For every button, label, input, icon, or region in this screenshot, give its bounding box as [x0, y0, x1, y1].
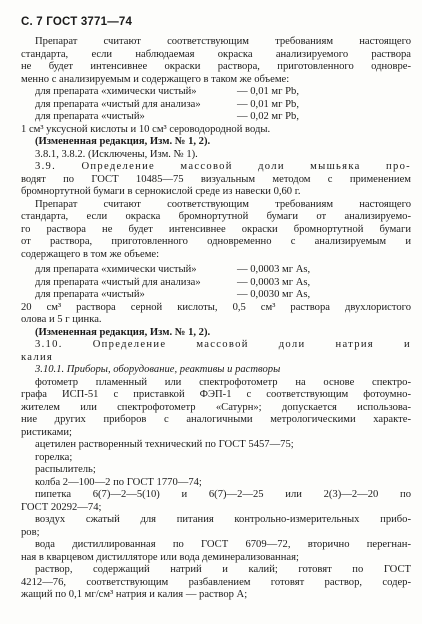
list-item: ацетилен растворенный технический по ГОСТ 5457—75; [35, 439, 294, 450]
section-3-10-heading: калия [21, 351, 54, 363]
list-item-line: ние других приборов с аналогичными метрологическими характе- [21, 414, 411, 425]
list-item-line: 4212—76, соответствующим разбавлением готовят раствор, содер- [21, 576, 411, 588]
list-item-line: фотометр пламенный или спектрофотометр на основе спектро- [35, 376, 411, 388]
list-item-line: ГОСТ 20292—74; [21, 501, 102, 513]
excluded-note: 3.8.1, 3.8.2. (Исключены, Изм. № 1). [35, 148, 198, 160]
pb-norm-row [21, 86, 411, 99]
list-item-line: жащий по 0,1 мг/см³ натрия и калия — раствор А; [21, 589, 248, 600]
list-item: колба 2—100—2 по ГОСТ 1770—74; [35, 476, 202, 488]
page-header: С. 7 ГОСТ 3771—74 [21, 16, 133, 28]
list-item-line: ров; [21, 526, 40, 538]
norm-label: для препарата «химически чистый» [35, 264, 197, 275]
norm-value: — 0,01 мг Pb, [237, 86, 299, 97]
list-item-line: пипетка 6(7)—2—5(10) и 6(7)—2—25 или 2(3)—2—20 по [35, 489, 411, 500]
paragraph-line: не будет интенсивнее окраски раствора, приготовленного одновре- [21, 61, 411, 72]
list-item-line: воздух сжатый для питания контрольно-измерительных прибо- [35, 514, 411, 525]
norm-value: — 0,0003 мг As, [237, 276, 311, 288]
norm-value: — 0,0003 мг As, [237, 264, 311, 275]
list-item-line: графа ИСП-51 с приставкой ФЭП-1 с соответствующим фотоумно- [21, 389, 411, 400]
paragraph-line: стандарта, если наблюдаемая окраска анализируемого раствора [21, 48, 411, 60]
paragraph-line: содержащего в том же объеме: [21, 248, 160, 260]
list-item-line: жителем или спектрофотометр «Сатурн»; допускается использова- [21, 401, 411, 413]
paragraph-line: олова и 5 г цинка. [21, 314, 102, 325]
as-norm-row [21, 277, 411, 290]
norm-label: для препарата «чистый для анализа» [35, 276, 201, 288]
list-item-line: ная в кварцевом дистилляторе или вода деминерализованная; [21, 551, 299, 563]
list-item-line: вода дистиллированная по ГОСТ 6709—72, вторично перегнан- [35, 539, 411, 550]
norm-label: для препарата «химически чистый» [35, 86, 197, 97]
paragraph-line: водят по ГОСТ 10485—75 визуальным методом с применением [21, 173, 411, 185]
paragraph-line: го раствора не будет интенсивнее окраски бромнортутной бумаги [21, 223, 411, 235]
norm-value: — 0,0030 мг As, [237, 289, 311, 300]
subsection-3-10-1-heading: 3.10.1. Приборы, оборудование, реактивы и растворы [35, 364, 281, 375]
norm-value: — 0,02 мг Pb, [237, 111, 299, 122]
section-3-9-heading: 3.9. Определение массовой доли мышьяка про- [35, 161, 411, 172]
norm-value: — 0,01 мг Pb, [237, 98, 299, 110]
as-norm-row [21, 289, 411, 302]
paragraph-line: 20 см³ раствора серной кислоты, 0,5 см³ раствора двухлористого [21, 301, 411, 313]
amendment-note: (Измененная редакция, Изм. № 1, 2). [35, 326, 211, 338]
paragraph-line: 1 см³ уксусной кислоты и 10 см³ сероводородной воды. [21, 123, 271, 135]
pb-norm-row [21, 99, 411, 112]
paragraph-line: менно с анализируемым и содержащего в таком же объеме: [21, 73, 290, 85]
paragraph-line: бромнортутной бумаги в сернокислой среде из навески 0,60 г. [21, 186, 301, 197]
list-item-line: раствор, содержащий натрий и калий; готовят по ГОСТ [35, 564, 411, 575]
document-body [21, 36, 411, 602]
paragraph-line: стандарта, если окраска бромнортутной бумаги от анализируемо- [21, 211, 411, 222]
as-norm-row [21, 264, 411, 277]
list-item-line: ристиками; [21, 426, 72, 438]
paragraph-line: Препарат считают соответствующим требованиям настоящего [35, 36, 411, 47]
norm-label: для препарата «чистый для анализа» [35, 98, 201, 110]
list-item: распылитель; [35, 464, 96, 475]
paragraph-line: Препарат считают соответствующим требованиям настоящего [35, 198, 411, 210]
paragraph-line: от раствора, приготовленного одновременно с анализируемым и [21, 236, 411, 247]
norm-label: для препарата «чистый» [35, 289, 145, 300]
norm-label: для препарата «чистый» [35, 111, 145, 122]
list-item: горелка; [35, 451, 73, 463]
pb-norm-row [21, 111, 411, 124]
amendment-note: (Измененная редакция, Изм. № 1, 2). [35, 136, 211, 147]
section-3-10-heading: 3.10. Определение массовой доли натрия и [35, 339, 411, 350]
